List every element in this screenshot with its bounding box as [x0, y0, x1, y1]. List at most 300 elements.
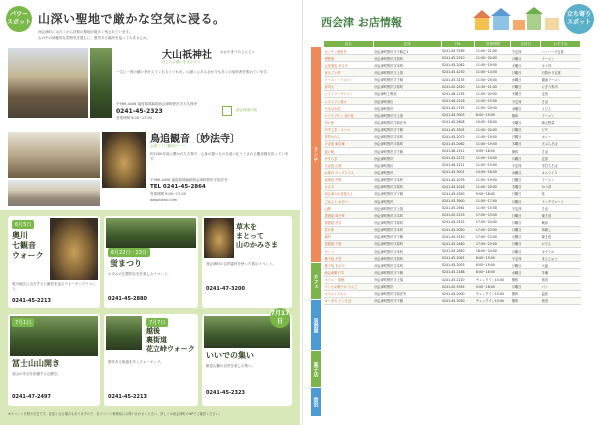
bottom-note: ※イベント日程は予定です。変更となる場合もありますので、各イベント事務局にお問い合わせください。詳しくは西会津町のHPでご確認ください。 — [8, 412, 222, 416]
shop-address: 西会津町奥川 — [373, 162, 441, 169]
event-card — [8, 216, 100, 308]
table-row — [324, 262, 581, 269]
shop-hours: 17:00~24:00 — [475, 219, 511, 226]
event-title: 蛍まつり — [110, 258, 142, 268]
shop-hours: 11:00~14:00 — [475, 155, 511, 162]
shop-address: 西会津町野沢字下條 — [373, 126, 441, 133]
shrine1-forest-photo — [90, 48, 112, 118]
event-tel: 0241-47-2497 — [12, 394, 51, 400]
shop-hours: 11:00~21:00 — [475, 48, 511, 55]
intro-text: 西会津町には古くから信仰の聖地が数多く残されています。 — [38, 30, 133, 34]
shop-closed: 月曜日 — [511, 197, 541, 204]
table-row — [324, 69, 581, 76]
shop-hours: 10:00~18:00 — [475, 119, 511, 126]
shop-tel: 0241-45-3355 — [441, 283, 475, 290]
col-tel: TEL — [441, 41, 475, 48]
table-header — [324, 41, 581, 48]
shop-name: レストランサイゴン — [324, 90, 374, 97]
shop-closed: 日曜日 — [511, 176, 541, 183]
col-hours: 営業時間 — [475, 41, 511, 48]
shop-address: 西会津町野沢字本町 — [373, 212, 441, 219]
shop-address: 西会津町野沢 — [373, 283, 441, 290]
shop-address: 西会津町野沢字下條 — [373, 297, 441, 304]
shop-recommend: 定食 — [541, 90, 581, 97]
shop-tel: 0241-46-2218 — [441, 97, 475, 104]
event-note: 飯豊山麓の自然を楽しむ集い。 — [206, 364, 255, 368]
event-tel: 0241-45-2213 — [108, 394, 147, 400]
shop-recommend: 大福 — [541, 262, 581, 269]
shop-recommend: 刺身 — [541, 219, 581, 226]
table-row — [324, 76, 581, 83]
shop-tel: 0241-45-2590 — [441, 190, 475, 197]
shop-tel: 0241-45-2650 — [441, 247, 475, 254]
shop-recommend: 焼き鳥 — [541, 233, 581, 240]
shrine1-hours: 営業時間 8:00~17:00 — [116, 116, 152, 120]
shop-name: ドライブイン 北の花 — [324, 112, 374, 119]
shop-tel: 0241-45-2000 — [441, 290, 475, 297]
shop-recommend: カクテル — [541, 247, 581, 254]
shop-name: ラーメン・ドルマン — [324, 76, 374, 83]
shop-hours: 11:00~20:00 — [475, 55, 511, 62]
shop-closed: 日曜日 — [511, 69, 541, 76]
shop-closed: 無休 — [511, 290, 541, 297]
event-note: ホタルの幻想的な光を楽しむイベント。 — [108, 272, 171, 276]
table-row — [324, 97, 581, 104]
shop-hours: 9:00~18:00 — [475, 190, 511, 197]
shop-tel: 0241-45-2003 — [441, 262, 475, 269]
shop-recommend: そば — [541, 147, 581, 154]
table-row — [324, 183, 581, 190]
shop-recommend: 天ぷらそば — [541, 140, 581, 147]
shop-address: 西会津町野沢字下條 — [373, 269, 441, 276]
shop-closed: 不定休 — [511, 162, 541, 169]
shop-closed: 火曜日 — [511, 90, 541, 97]
shop-recommend: ピザ — [541, 126, 581, 133]
event-photo — [50, 218, 98, 280]
table-row — [324, 255, 581, 262]
shop-name: ホテルとりおい — [324, 290, 374, 297]
shop-recommend: カレー — [541, 133, 581, 140]
shop-recommend: 温泉 — [541, 290, 581, 297]
shop-hours: 11:00~20:00 — [475, 105, 511, 112]
table-row — [324, 297, 581, 304]
shop-recommend: 定食 — [541, 155, 581, 162]
shop-name: ささき — [324, 183, 374, 190]
shop-tel: 0241-45-4230 — [441, 69, 475, 76]
shop-hours: 8:00~19:00 — [475, 262, 511, 269]
shop-recommend: ランチプレート — [541, 197, 581, 204]
shrine2-tel: TEL 0241-45-2864 — [150, 184, 206, 190]
shop-name: 居酒屋 宮吉 — [324, 219, 374, 226]
shop-name: 吾が家 — [324, 226, 374, 233]
shop-recommend: 日替わり定食 — [541, 69, 581, 76]
shop-hours: チェックイン15:00 — [475, 276, 511, 283]
shop-address: 西会津町野沢字原町 — [373, 255, 441, 262]
shrine1-map-label: 西会津道の駅 — [236, 108, 257, 112]
event-card — [202, 216, 292, 308]
shop-recommend: 馬刺し — [541, 226, 581, 233]
table-row — [324, 283, 581, 290]
shop-address: 西会津町野沢字本町 — [373, 247, 441, 254]
shop-recommend: オムライス — [541, 169, 581, 176]
shop-closed: 火曜日 — [511, 119, 541, 126]
shop-name: そば処 山林 — [324, 162, 374, 169]
shrine1-tel: 0241-45-2323 — [116, 108, 163, 115]
shop-address: 西会津町野沢字如法寺 — [373, 290, 441, 297]
shop-address: 西会津町野沢字原町 — [373, 55, 441, 62]
shop-hours: 8:00~18:00 — [475, 269, 511, 276]
shop-hours: 18:00~24:00 — [475, 247, 511, 254]
shop-closed: 不定休 — [511, 97, 541, 104]
table-row — [324, 83, 581, 90]
shop-closed: 不定休 — [511, 255, 541, 262]
shop-hours: 11:00~20:00 — [475, 183, 511, 190]
shop-hours: 8:00~19:00 — [475, 255, 511, 262]
event-note: 歴史ある街道を歩くウォーキング。 — [108, 360, 164, 364]
shop-tel: 0241-45-3150 — [441, 233, 475, 240]
shop-closed: 水曜日 — [511, 105, 541, 112]
table-row — [324, 55, 581, 62]
stopover-badge: 立ち寄り スポット — [564, 4, 594, 34]
shop-tel: 0241-45-2220 — [441, 276, 475, 283]
shop-tel: 0241-45-2076 — [441, 176, 475, 183]
shop-recommend: 焼き鳥 — [541, 212, 581, 219]
shrine1-subtitle: なじみに願いをきかせる — [162, 60, 201, 64]
event-title: 奥川 七観音 ウォーク — [12, 230, 44, 260]
right-page — [302, 0, 600, 425]
event-card — [104, 216, 198, 308]
shop-name: ごはんと おやつ — [324, 197, 374, 204]
table-row — [324, 162, 581, 169]
shop-recommend: そば — [541, 97, 581, 104]
shop-address: 西会津町野沢字本町 — [373, 176, 441, 183]
shop-recommend: ハンバーグ定食 — [541, 48, 581, 55]
shrine1-address: 〒969-4406 福島県耶麻郡西会津町野沢字大久保甲 — [116, 102, 197, 106]
table-row — [324, 205, 581, 212]
shop-closed: 月曜日 — [511, 247, 541, 254]
table-row — [324, 140, 581, 147]
shop-closed: 日曜日 — [511, 262, 541, 269]
shop-closed: 無休 — [511, 276, 541, 283]
shrine2-subtitle: 会津三十三観音の一つ — [150, 144, 185, 148]
table-row — [324, 155, 581, 162]
town-illustration-icon — [473, 6, 563, 32]
event-tel: 0241-45-2323 — [206, 390, 245, 396]
shop-recommend: ラーメン — [541, 176, 581, 183]
shop-name: 旬の里 — [324, 119, 374, 126]
shop-address: 西会津町野沢字本町 — [373, 62, 441, 69]
shrine1-photo — [8, 48, 88, 118]
shop-address: 西会津町野沢字本町 — [373, 226, 441, 233]
shrine2-gate-photo — [8, 132, 100, 178]
shop-hours: チェックイン15:00 — [475, 297, 511, 304]
event-date: 7月1日 — [12, 318, 34, 327]
shop-name: そば処 東京庵 — [324, 140, 374, 147]
col-address: 住所 — [373, 41, 441, 48]
table-row — [324, 190, 581, 197]
shop-address: 西会津町野沢 — [373, 155, 441, 162]
shop-tel: 0241-45-3769 — [441, 48, 475, 55]
shop-address: 西会津町野沢字原町 — [373, 83, 441, 90]
table-row — [324, 147, 581, 154]
shop-hours: 11:00~15:00 — [475, 162, 511, 169]
shop-recommend: ラーメン — [541, 55, 581, 62]
shop-address: 西会津町野沢 — [373, 197, 441, 204]
shop-address: 西会津町野沢字上原 — [373, 112, 441, 119]
shop-name: 居酒屋 味乃家 — [324, 212, 374, 219]
shop-recommend: 宿泊 — [541, 297, 581, 304]
table-row — [324, 62, 581, 69]
shop-closed: 水曜日 — [511, 169, 541, 176]
shop-tel: 0241-45-2755 — [441, 105, 475, 112]
shop-recommend: 宿泊 — [541, 276, 581, 283]
shop-hours: 11:00~15:00 — [475, 205, 511, 212]
shop-recommend: にぎり寿司 — [541, 83, 581, 90]
shop-address: 西会津町野沢字原町 — [373, 219, 441, 226]
category-sweets: 菓子店 — [311, 351, 321, 387]
shop-closed: 不定休 — [511, 48, 541, 55]
shop-tel: 0241-45-2133 — [441, 212, 475, 219]
shop-closed: 不定休 — [511, 205, 541, 212]
table-row — [324, 212, 581, 219]
shop-tel: 0241-48-1135 — [441, 90, 475, 97]
shop-recommend: うどん — [541, 105, 581, 112]
shop-name: 居酒屋 千鳥 — [324, 240, 374, 247]
shop-tel: 0241-45-2018 — [441, 183, 475, 190]
shop-hours: 17:00~23:00 — [475, 226, 511, 233]
shop-tel: 0241-45-3505 — [441, 126, 475, 133]
shrine1-reading: おおやまづみじんじゃ — [220, 50, 255, 54]
table-row — [324, 169, 581, 176]
shop-hours: 9:00~18:00 — [475, 147, 511, 154]
shop-address: 西会津町野沢字原町 — [373, 140, 441, 147]
event-card — [202, 310, 292, 406]
shop-tel: 0241-45-2520 — [441, 83, 475, 90]
shop-closed: 水曜日 — [511, 76, 541, 83]
col-recommend: おすすめ — [541, 41, 581, 48]
shop-hours: 11:00~19:00 — [475, 176, 511, 183]
event-title: 冨士山山開き — [12, 358, 60, 368]
shop-hours: 9:00~18:00 — [475, 283, 511, 290]
shop-name: 菓子処 まるや — [324, 262, 374, 269]
shop-hours: チェックイン15:00 — [475, 290, 511, 297]
shop-recommend: まんじゅう — [541, 255, 581, 262]
shop-tel: 0241-45-3050 — [441, 226, 475, 233]
shop-hours: 11:00~20:00 — [475, 126, 511, 133]
shop-table — [323, 40, 581, 305]
shop-tel: 0241-45-2062 — [441, 140, 475, 147]
event-date: 6月5日 — [12, 220, 34, 229]
shop-closed: 日曜日 — [511, 212, 541, 219]
col-name: 店名 — [324, 41, 374, 48]
shop-name: キッチン遊里亭 — [324, 48, 374, 55]
shop-hours: 10:00~18:00 — [475, 169, 511, 176]
shop-recommend: 醤油ラーメン — [541, 76, 581, 83]
event-tel: 0241-45-2880 — [108, 296, 147, 302]
table-row — [324, 126, 581, 133]
shop-closed: 日曜日 — [511, 240, 541, 247]
table-row — [324, 197, 581, 204]
shop-address: 西会津町野沢字下條 — [373, 190, 441, 197]
table-row — [324, 247, 581, 254]
shop-address: 西会津町野沢字上原 — [373, 276, 441, 283]
shop-name: ホテル・ 旅館 — [324, 276, 374, 283]
shop-name: 菓子処 大竹 — [324, 255, 374, 262]
shop-hours: 11:00~20:00 — [475, 90, 511, 97]
table-row — [324, 119, 581, 126]
shop-recommend: ラーメン — [541, 112, 581, 119]
shop-name: まるごと亭 — [324, 69, 374, 76]
shop-tel: 0241-45-2460 — [441, 240, 475, 247]
shrine2-hours: 営業時間 9:00~17:00 — [150, 192, 186, 196]
shop-hours: 11:00~19:00 — [475, 140, 511, 147]
shop-name: レストラン楽々 — [324, 97, 374, 104]
shop-recommend: そば — [541, 205, 581, 212]
event-note: 登山の安全を祈願する山開き。 — [12, 372, 61, 376]
shop-tel: 0241-45-3001 — [441, 169, 475, 176]
shop-address: 西会津町野沢字如法寺 — [373, 119, 441, 126]
shop-address: 西会津町野沢字下條 — [373, 147, 441, 154]
table-row — [324, 219, 581, 226]
shop-closed: 無休 — [511, 112, 541, 119]
shop-tel: 0241-45-2272 — [441, 155, 475, 162]
shop-hours: 11:00~19:00 — [475, 62, 511, 69]
shop-tel: 0241-45-2045 — [441, 255, 475, 262]
category-stay: 宿泊 — [311, 388, 321, 416]
table-row — [324, 176, 581, 183]
shop-closed: 月曜日 — [511, 155, 541, 162]
shop-hours: 11:30~21:00 — [475, 83, 511, 90]
table-row — [324, 240, 581, 247]
category-cafe: カフェ — [311, 263, 321, 299]
shop-name: やすらぎ・ユーべ — [324, 126, 374, 133]
event-card — [8, 314, 100, 406]
shop-address: 西会津町奥川 — [373, 97, 441, 104]
shop-name: お食事処 まるや — [324, 62, 374, 69]
shop-recommend: おでん — [541, 240, 581, 247]
shop-tel: 0241-45-3030 — [441, 297, 475, 304]
shop-closed: 月曜日 — [511, 83, 541, 90]
shop-hours: 8:00~19:00 — [475, 112, 511, 119]
event-photo — [204, 218, 234, 258]
shop-address: 西会津町野沢字原町 — [373, 240, 441, 247]
shrine2-address: 〒969-4406 福島県耶麻郡西会津町野沢字如法寺 — [150, 178, 228, 182]
shop-name: 鶏村 — [324, 233, 374, 240]
shop-name: 食堂かれん — [324, 133, 374, 140]
intro-text-2: 山の中の神秘的な雰囲気を感じに、歴史ある場所を巡ってみませんか。 — [38, 36, 150, 40]
shop-name: やすらぎ — [324, 155, 374, 162]
shrine2-body: 約1200年前に開かれた古刹で、心身の悪いものを追い払うとされる観音様を祀っています。 — [150, 152, 289, 161]
shop-closed: 月曜日 — [511, 126, 541, 133]
power-spot-badge: パワー スポット — [6, 6, 32, 32]
shop-address: 西会津町野沢字下條 — [373, 76, 441, 83]
shop-hours: 11:00~17:00 — [475, 197, 511, 204]
shop-name: 秀野屋 — [324, 55, 374, 62]
shop-hours: 17:00~23:00 — [475, 240, 511, 247]
shop-closed: 木曜日 — [511, 183, 541, 190]
shop-name: ロータス インそば — [324, 297, 374, 304]
shop-tel: 0241-46-2211 — [441, 162, 475, 169]
shop-tel: 0241-45-3003 — [441, 112, 475, 119]
shop-address: 西会津町野沢 — [373, 169, 441, 176]
event-note: 奥川地区に点在する七観音を巡るウォーキングイベント。 — [12, 282, 96, 291]
shop-recommend: 花 — [541, 190, 581, 197]
category-izakaya: 居酒屋 — [311, 300, 321, 350]
table-row — [324, 276, 581, 283]
shop-name: 西会津のお花屋さん — [324, 190, 374, 197]
table-row — [324, 133, 581, 140]
shop-closed: 無休 — [511, 147, 541, 154]
shop-tel: 0241-45-2310 — [441, 55, 475, 62]
event-photo — [106, 218, 196, 248]
shop-tel: 0241-45-2082 — [441, 62, 475, 69]
table-row — [324, 48, 581, 55]
shrine2-small-photo — [8, 180, 100, 206]
event-date: 7月7日 — [146, 318, 168, 327]
shop-closed: 火曜日 — [511, 62, 541, 69]
shop-hours: 17:00~23:00 — [475, 212, 511, 219]
shrine1-body: 一生に一度の願いを叶えてくれるといわれ、山深くにある社が今も多くの参拝者を集めています。 — [116, 70, 270, 74]
shop-closed: 無休 — [511, 297, 541, 304]
event-tag: 7月17日 — [270, 308, 290, 328]
event-note: 西会津町の自然素材を使った展示イベント。 — [206, 262, 276, 266]
shop-closed: 月曜日 — [511, 55, 541, 62]
shop-closed: 水曜日 — [511, 269, 541, 276]
shop-address: 西会津町上野尻 — [373, 90, 441, 97]
shop-name: 寿司大 — [324, 83, 374, 90]
shop-address: 西会津町野沢字下條乙1 — [373, 48, 441, 55]
shrine2-url: www.torioi.com — [150, 198, 178, 202]
shop-name: パンとお菓子の りんご — [324, 283, 374, 290]
table-row — [324, 90, 581, 97]
shop-closed: 月曜日 — [511, 219, 541, 226]
shop-hours: 11:00~14:00 — [475, 69, 511, 76]
shop-tel: 0241-48-1512 — [441, 147, 475, 154]
table-row — [324, 105, 581, 112]
event-date: 6月22日・23日 — [108, 248, 150, 257]
shop-recommend: かつ丼 — [541, 183, 581, 190]
shrine2-statue-photo — [102, 132, 146, 188]
shop-tel: 0241-45-2808 — [441, 119, 475, 126]
table-row — [324, 233, 581, 240]
shop-recommend: パン — [541, 283, 581, 290]
shop-closed: 月曜日 — [511, 283, 541, 290]
shop-recommend: カツ丼 — [541, 62, 581, 69]
table-row — [324, 226, 581, 233]
event-title: 越後 裏街道 花立峠ウォーク — [146, 326, 195, 353]
event-tel: 0241-45-2213 — [12, 298, 51, 304]
shop-hours: 11:00~15:00 — [475, 97, 511, 104]
shop-address: 西会津町野沢字原町 — [373, 183, 441, 190]
shop-closed: 日曜日 — [511, 133, 541, 140]
shop-closed: 木曜日 — [511, 140, 541, 147]
event-title: いいでの集い — [206, 350, 254, 360]
shop-address: 西会津町野沢字上原 — [373, 205, 441, 212]
shop-address: 西会津町野沢 — [373, 105, 441, 112]
table-row — [324, 112, 581, 119]
shop-name: やまなか荘 — [324, 105, 374, 112]
shop-recommend: 地元野菜 — [541, 119, 581, 126]
shop-closed: 日曜日 — [511, 190, 541, 197]
shop-tel: 0241-45-2515 — [441, 219, 475, 226]
event-photo — [106, 316, 142, 350]
shop-tel: 0241-45-2073 — [441, 133, 475, 140]
category-lunch: ランチ — [311, 47, 321, 262]
shop-name: 山路 — [324, 205, 374, 212]
shop-address: 西会津町野沢字下條 — [373, 233, 441, 240]
shop-hours: 11:00~20:00 — [475, 76, 511, 83]
shrine2-name: 鳥追観音〔妙法寺〕 — [150, 134, 240, 145]
